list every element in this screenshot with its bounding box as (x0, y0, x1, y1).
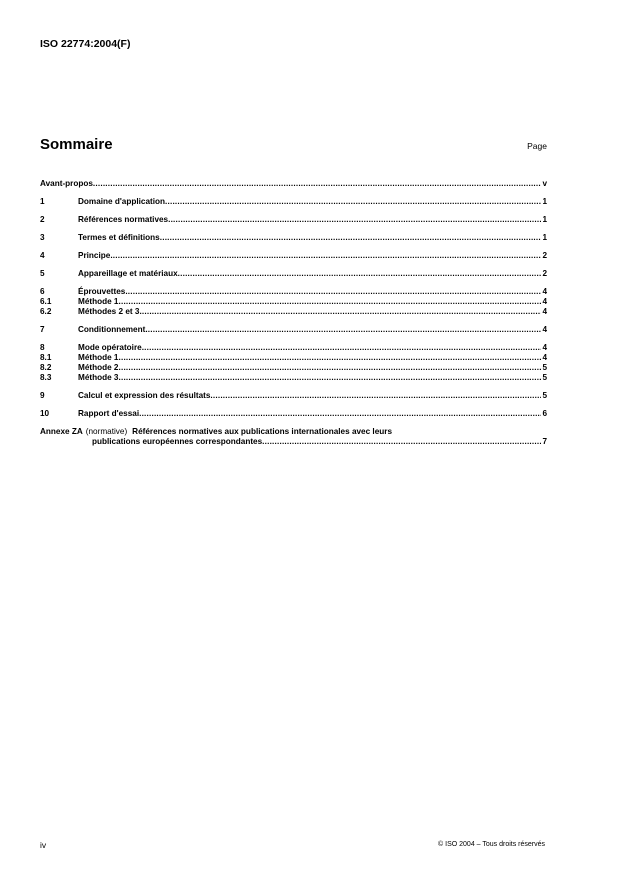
toc-entry-7[interactable] (40, 325, 547, 335)
table-of-contents (40, 179, 547, 447)
toc-entry-number: 3 (40, 233, 45, 242)
toc-entry-6-2[interactable] (40, 307, 547, 317)
toc-entry-8-1[interactable] (40, 353, 547, 363)
toc-entry-6-1[interactable] (40, 297, 547, 307)
toc-entry-page: 1 (542, 197, 547, 206)
page-number: iv (40, 840, 47, 850)
toc-entry-3[interactable] (40, 233, 547, 243)
toc-entry-number: 8 (40, 343, 45, 352)
toc-entry-text: Références normatives (78, 215, 169, 224)
annex-title-line1: Références normatives aux publications internationales avec leurs (132, 427, 392, 436)
dot-leader (119, 353, 542, 363)
toc-entry-8[interactable] (40, 343, 547, 353)
dot-leader (110, 251, 541, 261)
toc-entry-text: Termes et définitions (78, 233, 160, 242)
dot-leader (119, 297, 542, 307)
toc-entry-9[interactable] (40, 391, 547, 401)
dot-leader (145, 325, 541, 335)
annex-label: Annexe ZA (40, 427, 83, 436)
dot-leader (93, 179, 542, 189)
toc-entry-text: Méthode 2 (78, 363, 119, 372)
toc-entry-page: 4 (542, 325, 547, 334)
dot-leader (165, 197, 541, 207)
dot-leader (119, 363, 542, 373)
toc-entry-2[interactable] (40, 215, 547, 225)
toc-entry-5[interactable] (40, 269, 547, 279)
dot-leader (160, 233, 542, 243)
toc-entry-number: 8.1 (40, 353, 52, 362)
toc-entry-page: 2 (542, 269, 547, 278)
toc-entry-avant-propos[interactable] (40, 179, 547, 189)
toc-entry-page: 5 (542, 391, 547, 400)
toc-entry-6[interactable] (40, 287, 547, 297)
toc-entry-text: Rapport d'essai (78, 409, 140, 418)
toc-entry-page: 4 (542, 343, 547, 352)
toc-entry-text: Avant-propos (40, 179, 93, 188)
page-column-label: Page (527, 141, 547, 151)
toc-entry-text: Méthode 1 (78, 353, 119, 362)
toc-entry-page: 1 (542, 215, 547, 224)
toc-entry-text: Mode opératoire (78, 343, 142, 352)
toc-entry-page: 2 (542, 251, 547, 260)
dot-leader (178, 269, 542, 279)
dot-leader (125, 287, 541, 297)
dot-leader (139, 409, 541, 419)
dot-leader (142, 343, 542, 353)
toc-entry-10[interactable] (40, 409, 547, 419)
toc-entry-8-3[interactable] (40, 373, 547, 383)
dot-leader (262, 437, 541, 447)
toc-entry-page: 4 (542, 307, 547, 316)
toc-entry-page: 5 (542, 373, 547, 382)
toc-entry-number: 9 (40, 391, 45, 400)
dot-leader (210, 391, 541, 401)
toc-entry-text: Conditionnement (78, 325, 146, 334)
toc-entry-page: 1 (542, 233, 547, 242)
dot-leader (168, 215, 541, 225)
toc-entry-number: 7 (40, 325, 45, 334)
toc-entry-1[interactable] (40, 197, 547, 207)
toc-entry-number: 10 (40, 409, 50, 418)
document-id: ISO 22774:2004(F) (40, 38, 131, 50)
dot-leader (139, 307, 541, 317)
toc-entry-number: 6 (40, 287, 45, 296)
toc-entry-text: Éprouvettes (78, 287, 126, 296)
toc-entry-page: 7 (542, 437, 547, 446)
toc-entry-number: 1 (40, 197, 45, 206)
toc-entry-number: 2 (40, 215, 45, 224)
toc-entry-number: 8.2 (40, 363, 52, 372)
copyright-notice: © ISO 2004 – Tous droits réservés (438, 841, 545, 848)
toc-entry-number: 6.2 (40, 307, 52, 316)
toc-entry-annex-za[interactable] (40, 427, 547, 447)
annex-kind: (normative) (85, 427, 128, 436)
toc-entry-text: Méthode 3 (78, 373, 119, 382)
toc-entry-text: Appareillage et matériaux (78, 269, 178, 278)
toc-entry-number: 6.1 (40, 297, 52, 306)
toc-title: Sommaire (40, 136, 113, 153)
toc-entry-number: 5 (40, 269, 45, 278)
toc-entry-text: Principe (78, 251, 111, 260)
toc-entry-page: 4 (542, 353, 547, 362)
annex-title-line2: publications européennes correspondantes (92, 437, 263, 446)
toc-entry-text: Calcul et expression des résultats (78, 391, 211, 400)
toc-entry-page: 4 (542, 297, 547, 306)
toc-entry-page: 4 (542, 287, 547, 296)
toc-entry-text: Domaine d'application (78, 197, 166, 206)
toc-entry-8-2[interactable] (40, 363, 547, 373)
toc-entry-page: 6 (542, 409, 547, 418)
toc-entry-4[interactable] (40, 251, 547, 261)
toc-entry-page: v (542, 179, 547, 188)
toc-entry-text: Méthodes 2 et 3 (78, 307, 140, 316)
toc-entry-number: 4 (40, 251, 45, 260)
dot-leader (119, 373, 542, 383)
toc-entry-text: Méthode 1 (78, 297, 119, 306)
toc-entry-page: 5 (542, 363, 547, 372)
toc-entry-number: 8.3 (40, 373, 52, 382)
